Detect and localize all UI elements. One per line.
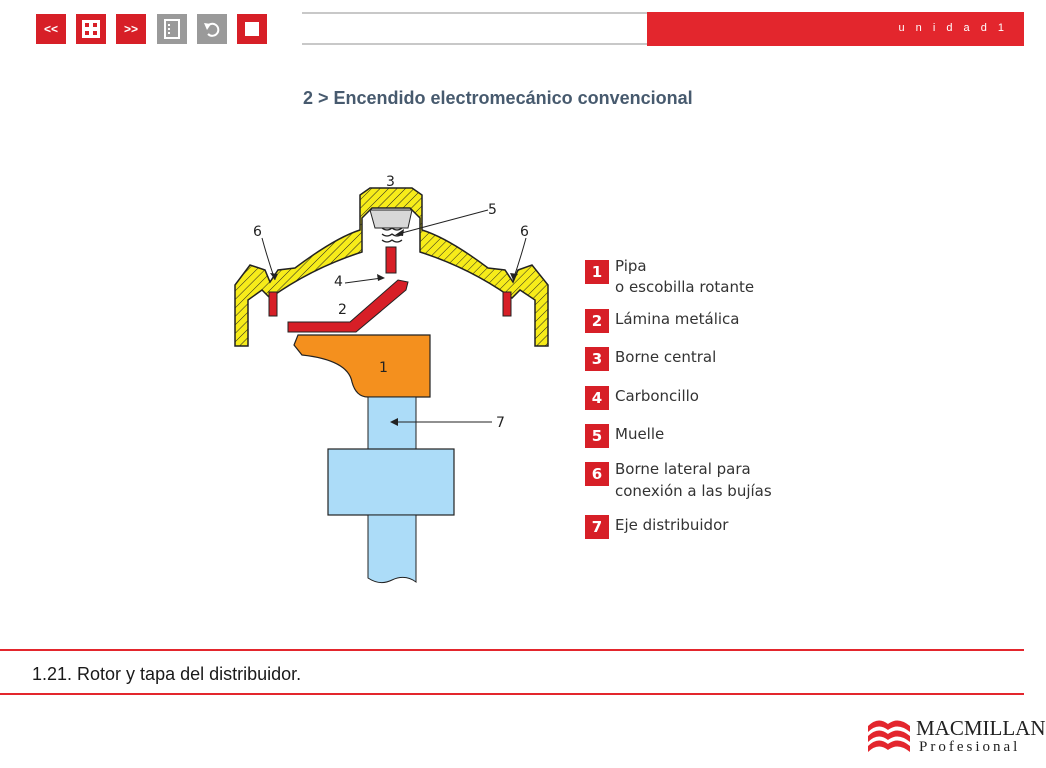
brand-name: MACMILLAN: [916, 716, 1046, 740]
label-6-right: 6: [520, 224, 529, 240]
legend-label: Lámina metálica: [615, 310, 740, 328]
stop-icon: [245, 22, 259, 36]
macmillan-logo-icon: [866, 716, 912, 754]
metal-blade: [288, 280, 408, 332]
return-button[interactable]: [197, 14, 227, 44]
label-6-left: 6: [253, 224, 262, 240]
label-7: 7: [496, 415, 505, 431]
caption-divider-top: [0, 649, 1024, 651]
caption-divider-bottom: [0, 693, 1024, 695]
legend-number: 5: [585, 424, 609, 448]
document-button[interactable]: [157, 14, 187, 44]
legend-label: o escobilla rotante: [615, 278, 755, 296]
legend-number: 6: [585, 462, 609, 486]
label-1: 1: [379, 360, 388, 376]
legend-label: Pipa: [615, 257, 647, 275]
prev-icon: <<: [43, 22, 58, 36]
carbon-brush: [386, 247, 396, 273]
legend-label: conexión a las bujías: [615, 482, 772, 500]
legend-label: Eje distribuidor: [615, 516, 729, 534]
distributor-diagram: [220, 170, 560, 590]
next-icon: >>: [123, 22, 138, 36]
page-title: 2 > Encendido electromecánico convencional: [303, 88, 693, 108]
next-button[interactable]: [116, 14, 146, 44]
legend-number: 7: [585, 515, 609, 539]
legend-number: 1: [585, 260, 609, 284]
header-divider: [302, 12, 647, 45]
unit-label: u n i d a d 1: [898, 22, 1008, 34]
legend-number: 4: [585, 386, 609, 410]
shaft-housing: [328, 449, 454, 515]
legend-label: Carboncillo: [615, 387, 699, 405]
legend-number: 3: [585, 347, 609, 371]
rotor: [294, 335, 430, 397]
brand-subtitle: Profesional: [919, 739, 1021, 755]
legend-label: Borne central: [615, 348, 717, 366]
return-icon: [202, 19, 222, 39]
label-3: 3: [386, 174, 395, 190]
legend-number: 2: [585, 309, 609, 333]
index-icon: [82, 20, 100, 38]
stop-button[interactable]: [237, 14, 267, 44]
lateral-terminal-right: [503, 292, 511, 316]
label-2: 2: [338, 302, 347, 318]
label-4: 4: [334, 274, 343, 290]
lateral-terminal-left: [269, 292, 277, 316]
legend-label: Muelle: [615, 425, 665, 443]
document-icon: [164, 19, 180, 39]
figure-caption: 1.21. Rotor y tapa del distribuidor.: [32, 664, 302, 684]
legend-label: Borne lateral para: [615, 460, 751, 478]
prev-button[interactable]: [36, 14, 66, 44]
label-5: 5: [488, 202, 497, 218]
index-button[interactable]: [76, 14, 106, 44]
